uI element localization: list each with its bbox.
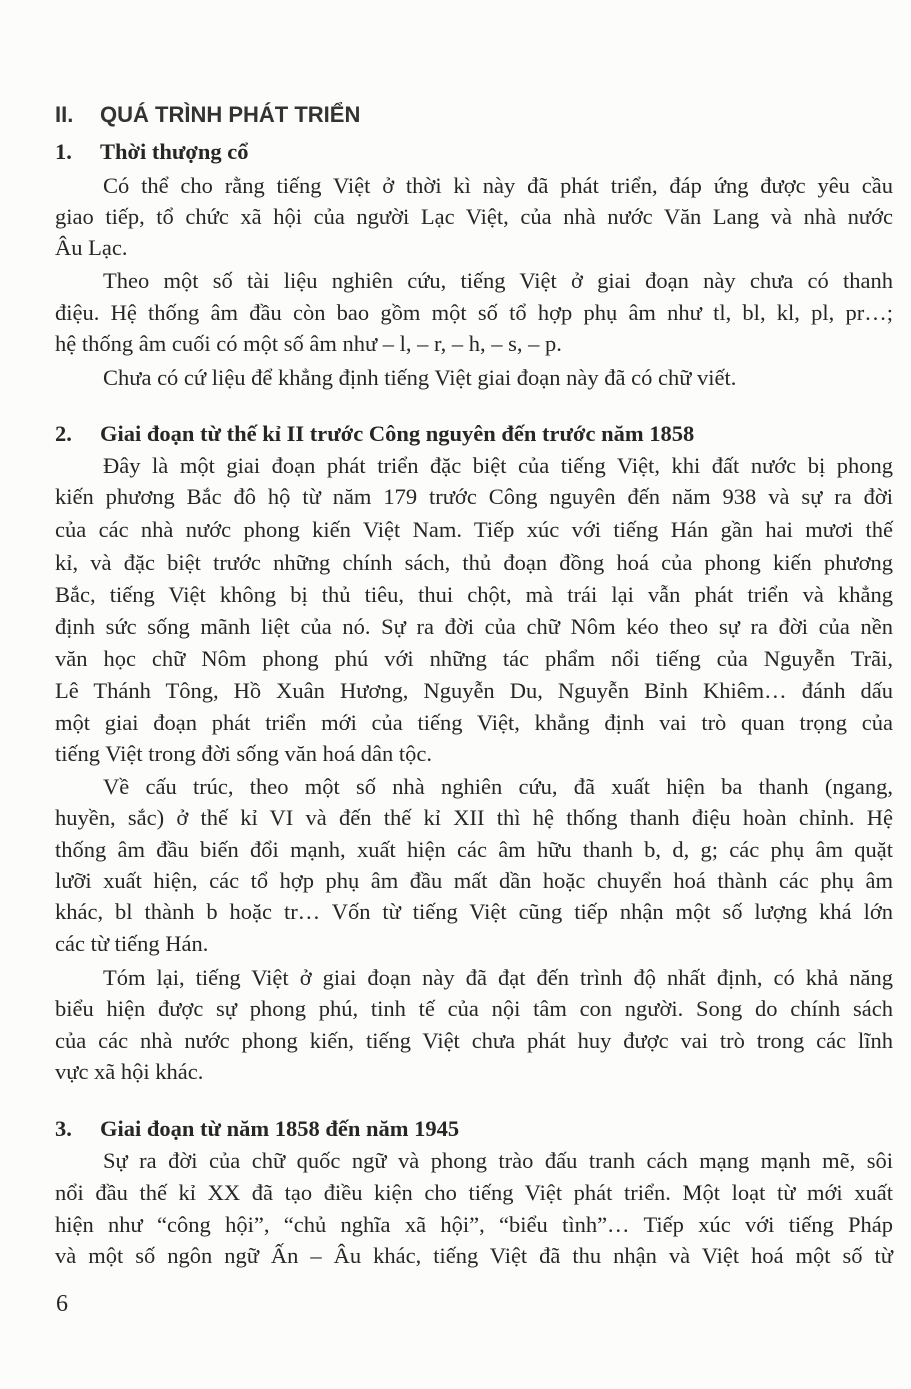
heading-title: Giai đoạn từ năm 1858 đến năm 1945 — [100, 1116, 460, 1141]
section-heading — [55, 135, 248, 169]
section-heading — [55, 98, 360, 132]
paragraph-line: của các nhà nước phong kiến, tiếng Việt chưa phát huy được vai trò trong các lĩnh — [55, 1028, 893, 1053]
paragraph-line: nổi đầu thế kỉ XX đã tạo điều kiện cho tiếng Việt phát triển. Một loạt từ mới xuất — [55, 1180, 893, 1205]
paragraph-line: Bắc, tiếng Việt không bị thủ tiêu, thui chột, mà trái lại vẫn phát triển và khẳng — [55, 582, 893, 607]
section-heading — [55, 417, 694, 451]
paragraph-line: Theo một số tài liệu nghiên cứu, tiếng Việt ở giai đoạn này chưa có thanh — [103, 268, 893, 293]
paragraph-line: Chưa có cứ liệu để khẳng định tiếng Việt giai đoạn này đã có chữ viết. — [103, 365, 737, 390]
paragraph-line: điệu. Hệ thống âm đầu còn bao gồm một số tổ hợp phụ âm như tl, bl, kl, pl, pr…; — [55, 300, 893, 325]
paragraph-line: Lê Thánh Tông, Hồ Xuân Hương, Nguyễn Du, Nguyễn Bỉnh Khiêm… đánh dấu — [55, 678, 893, 703]
paragraph-line: kỉ, và đặc biệt trước những chính sách, thủ đoạn đồng hoá của phong kiến phương — [55, 550, 893, 575]
heading-number: 3. — [55, 1116, 72, 1141]
heading-title: QUÁ TRÌNH PHÁT TRIỂN — [100, 102, 361, 127]
paragraph-line: huyền, sắc) ở thế kỉ VI và đến thế kỉ XII thì hệ thống thanh điệu hoàn chỉnh. Hệ — [55, 805, 893, 830]
paragraph-line: khác, bl thành b hoặc tr… Vốn từ tiếng Việt cũng tiếp nhận một số lượng khá lớn — [55, 899, 893, 924]
section-heading — [55, 1112, 459, 1146]
heading-title: Thời thượng cổ — [100, 139, 249, 164]
paragraph-line: tiếng Việt trong đời sống văn hoá dân tộc. — [55, 741, 432, 766]
paragraph-line: Về cấu trúc, theo một số nhà nghiên cứu, đã xuất hiện ba thanh (ngang, — [103, 774, 893, 799]
paragraph-line: các từ tiếng Hán. — [55, 931, 209, 956]
paragraph-line: Có thể cho rằng tiếng Việt ở thời kì này đã phát triển, đáp ứng được yêu cầu — [103, 173, 893, 198]
paragraph-line: Âu Lạc. — [55, 235, 128, 260]
paragraph-line: của các nhà nước phong kiến Việt Nam. Tiếp xúc với tiếng Hán gần hai mươi thế — [55, 517, 893, 542]
paragraph-line: kiến phương Bắc đô hộ từ năm 179 trước Công nguyên đến năm 938 và sự ra đời — [55, 484, 893, 509]
paragraph-line: biểu hiện được sự phong phú, tinh tế của nội tâm con người. Song do chính sách — [55, 996, 893, 1021]
paragraph-line: thống âm đầu biến đổi mạnh, xuất hiện các âm hữu thanh b, d, g; các phụ âm quặt — [55, 837, 893, 862]
paragraph-line: lưỡi xuất hiện, các tổ hợp phụ âm đầu mất dần hoặc chuyển hoá thành các phụ âm — [55, 868, 893, 893]
paragraph-line: Tóm lại, tiếng Việt ở giai đoạn này đã đạt đến trình độ nhất định, có khả năng — [103, 965, 893, 990]
paragraph-line: Đây là một giai đoạn phát triển đặc biệt của tiếng Việt, khi đất nước bị phong — [103, 453, 893, 478]
paragraph-line: một giai đoạn phát triển mới của tiếng Việt, khẳng định vai trò quan trọng của — [55, 710, 893, 735]
heading-number: 2. — [55, 421, 72, 446]
paragraph-line: hiện như “công hội”, “chủ nghĩa xã hội”, “biểu tình”… Tiếp xúc với tiếng Pháp — [55, 1212, 893, 1237]
heading-title: Giai đoạn từ thế kỉ II trước Công nguyên đến trước năm 1858 — [100, 421, 695, 446]
paragraph-line: và một số ngôn ngữ Ấn – Âu khác, tiếng Việt đã thu nhận và Việt hoá một số từ — [55, 1243, 893, 1268]
page-number: 6 — [56, 1291, 68, 1317]
paragraph-line: Sự ra đời của chữ quốc ngữ và phong trào đấu tranh cách mạng mạnh mẽ, sôi — [103, 1148, 893, 1173]
paragraph-line: vực xã hội khác. — [55, 1059, 204, 1084]
paragraph-line: hệ thống âm cuối có một số âm như – l, – r, – h, – s, – p. — [55, 331, 562, 356]
paragraph-line: văn học chữ Nôm phong phú với những tác phẩm nổi tiếng của Nguyễn Trãi, — [55, 646, 893, 671]
paragraph-line: giao tiếp, tổ chức xã hội của người Lạc Việt, của nhà nước Văn Lang và nhà nước — [55, 204, 893, 229]
heading-number: 1. — [55, 139, 72, 164]
heading-number: II. — [55, 102, 74, 127]
paragraph-line: định sức sống mãnh liệt của nó. Sự ra đời của chữ Nôm kéo theo sự ra đời của nền — [55, 614, 893, 639]
